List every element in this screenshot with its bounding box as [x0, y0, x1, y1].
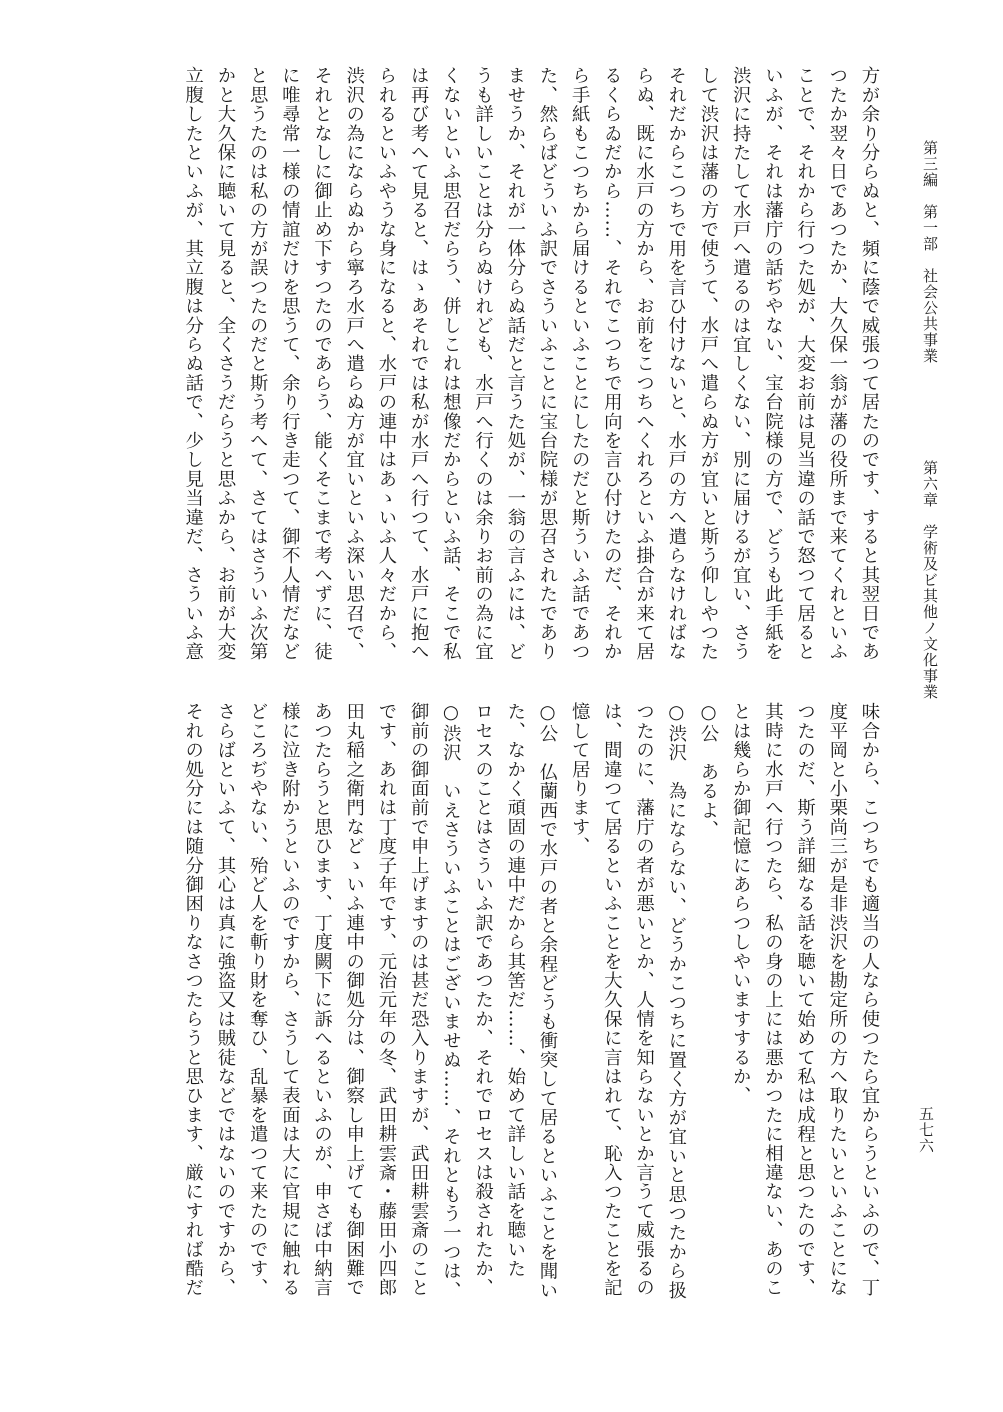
upper-text-block	[65, 66, 885, 686]
text-line: ことで、それから行つた処が、大変お前は見当違の話で怒つて居ると	[794, 66, 816, 662]
text-line: つたのに、藩庁の者が悪いとか、人情を知らないとか言うて威張るの	[633, 702, 655, 1298]
text-line: それの処分には随分御困りなさつたらうと思ひます、厳にすれば酷だ	[182, 702, 204, 1298]
text-line: 渋沢に持たして水戸へ遣るのは宜しくない、別に届けるが宜い、さう	[730, 66, 752, 662]
text-line: です、あれは丁度子年です、元治元年の冬、武田耕雲斎・藤田小四郎	[375, 702, 397, 1298]
text-line: いふが、それは藩庁の話ぢやない、宝台院様の方で、どうも此手紙を	[762, 66, 784, 662]
text-line: ○渋沢 為にならない、どうかこつちに置く方が宜いと思つたから扱	[665, 702, 687, 1300]
text-line: と思うたのは私の方が誤つたのだと斯う考へて、さてはさういふ次第	[247, 66, 269, 662]
text-line: ○渋沢 いえさういふことはございませぬ……、それともう一つは、	[440, 702, 462, 1300]
text-line: 渋沢の為にならぬから寧ろ水戸へ遣らぬ方が宜いといふ深い思召で、	[343, 66, 365, 662]
text-line: それとなしに御止め下すつたのであらう、能くそこまで考へずに、徒	[311, 66, 333, 662]
text-line: は、間違つて居るといふことを大久保に言はれて、恥入つたことを記	[601, 702, 623, 1298]
text-line: くないといふ思召だらう、併しこれは想像だからといふ話、そこで私	[440, 66, 462, 662]
text-line: 其時に水戸へ行つたら、私の身の上には悪かつたに相違ない、あのこ	[762, 702, 784, 1298]
lower-text-block	[65, 702, 885, 1342]
page-number: 五七六	[917, 1106, 935, 1154]
text-line: とは幾らか御記憶にあらつしやいますするか、	[730, 702, 752, 1106]
text-line: ○公 仏蘭西で水戸の者と余程どうも衝突して居るといふことを聞い	[536, 702, 558, 1300]
header-part: 第三編 第一部 社会公共事業	[921, 140, 939, 364]
running-header	[915, 140, 941, 700]
text-line: た、なかく頑固の連中だから其筈だ……、始めて詳しい話を聴いた	[504, 702, 526, 1278]
text-line: 度平岡と小栗尚三が是非渋沢を勘定所の方へ取りたいといふことにな	[826, 702, 848, 1298]
text-line: それだからこつちで用を言ひ付けないと、水戸の方へ遣らなければな	[665, 66, 687, 662]
text-line: さらばといふて、其心は真に強盗又は賊徒などではないのですから、	[214, 702, 236, 1298]
text-line: ○公 あるよ、	[697, 702, 719, 839]
text-line: どころぢやない、殆ど人を斬り財を奪ひ、乱暴を遣つて来たのです、	[247, 702, 269, 1298]
text-line: うも詳しいことは分らぬけれども、水戸へ行くのは余りお前の為に宜	[472, 66, 494, 662]
text-line: らぬ、既に水戸の方から、お前をこつちへくれろといふ掛合が来て居	[633, 66, 655, 662]
text-line: は再び考へて見ると、はゝあそれでは私が水戸へ行つて、水戸に抱へ	[408, 66, 430, 662]
text-line: あつたらうと思ひます、丁度闕下に訴へるといふのが、申さば中納言	[311, 702, 333, 1298]
text-line: 味合から、こつちでも適当の人なら使つたら宜からうといふので、丁	[859, 702, 880, 1298]
text-line: に唯尋常一様の情誼だけを思うて、余り行き走つて、御不人情だなど	[279, 66, 301, 662]
text-line: 御前の御面前で申上げますのは甚だ恐入りますが、武田耕雲斎のこと	[408, 702, 430, 1298]
text-line: ら手紙もこつちから届けるといふことにしたのだと斯ういふ話であつ	[569, 66, 591, 662]
text-line: つたか翌々日であつたか、大久保一翁が藩の役所まで来てくれといふ	[826, 66, 848, 662]
text-line: られるといふやうな身になると、水戸の連中はあゝいふ人々だから、	[375, 66, 397, 662]
text-line: ロセスのことはさういふ訳であつたか、それでロセスは殺されたか、	[472, 702, 494, 1298]
text-line: 様に泣き附かうといふのですから、さうして表面は大に官規に触れる	[279, 702, 301, 1298]
text-line: 方が余り分らぬと、頻に蔭で威張つて居たのです、すると其翌日であ	[859, 66, 880, 662]
text-line: 憶して居ります、	[569, 702, 591, 856]
text-line: 立腹したといふが、其立腹は分らぬ話で、少し見当違だ、さういふ意	[182, 66, 204, 662]
text-line: た、然らばどういふ訳でさういふことに宝台院様が思召されたであり	[536, 66, 558, 662]
text-line: るくらゐだから……、それでこつちで用向を言ひ付けたのだ、それか	[601, 66, 623, 662]
header-chapter: 第六章 学術及ビ其他ノ文化事業	[921, 460, 939, 700]
text-line: つたのだ、斯う詳細なる話を聴いて始めて私は成程と思つたのです、	[794, 702, 816, 1298]
text-line: かと大久保に聴いて見ると、全くさうだらうと思ふから、お前が大変	[214, 66, 236, 662]
text-line: ませうか、それが一体分らぬ話だと言うた処が、一翁の言ふには、ど	[504, 66, 526, 662]
text-line: して渋沢は藩の方で使うて、水戸へ遣らぬ方が宜いと斯う仰しやつた	[697, 66, 719, 662]
text-line: 田丸稲之衛門などゝいふ連中の御処分は、御察し申上げても御困難で	[343, 702, 365, 1298]
